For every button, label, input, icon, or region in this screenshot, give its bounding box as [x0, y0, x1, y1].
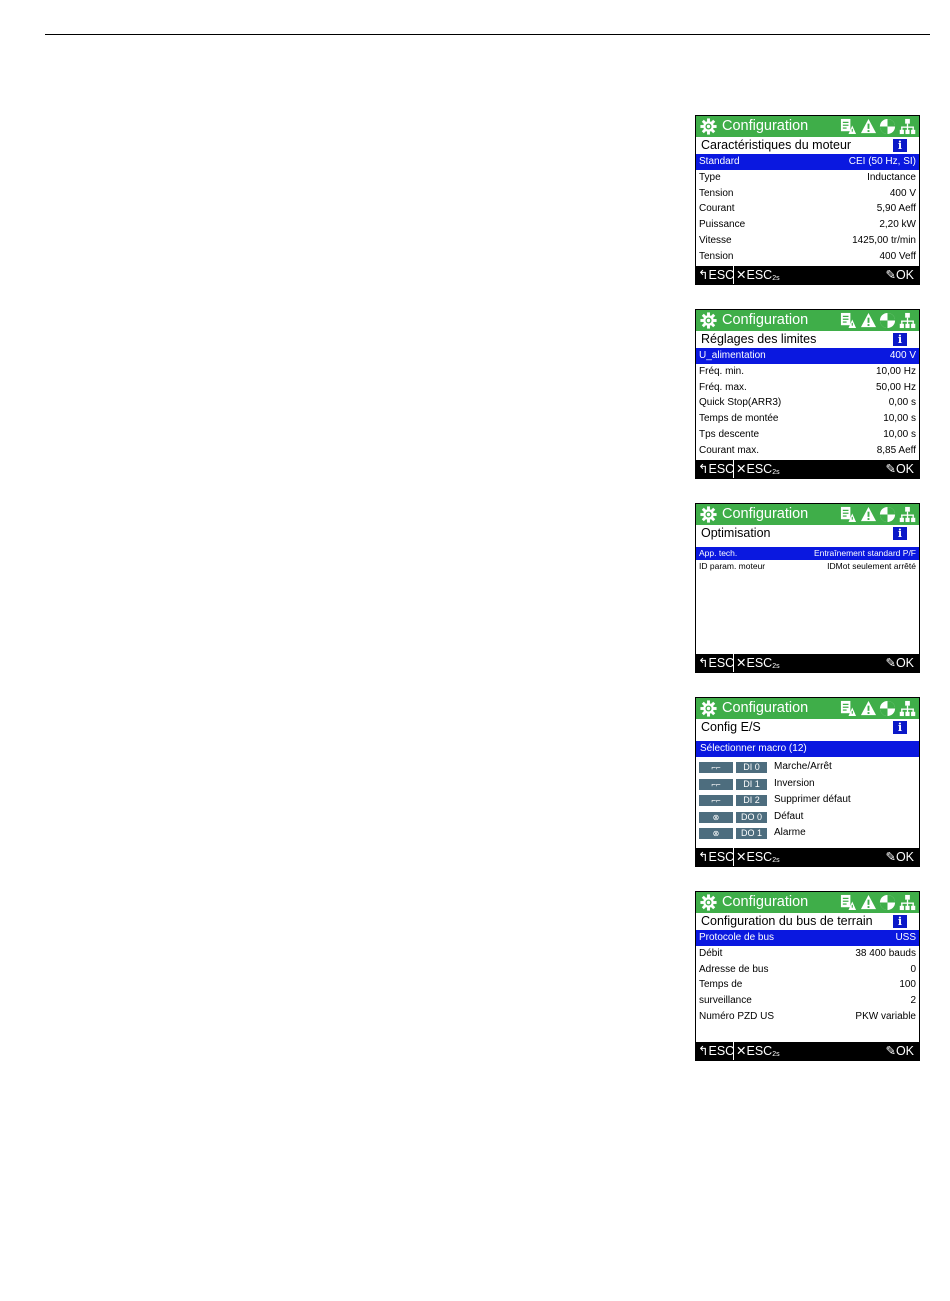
parameter-label: Temps de: [699, 979, 743, 991]
io-terminal-code: DO 0: [736, 812, 767, 823]
back-esc-label: ESC: [708, 850, 735, 864]
title-bar: [696, 310, 919, 331]
screen-subtitle: Config E/S: [701, 720, 761, 734]
back-arrow-icon: ↰: [698, 268, 709, 282]
io-config-screen: [695, 697, 920, 867]
network-icon: [899, 118, 916, 135]
back-esc-label: ESC: [708, 268, 735, 282]
softkey-bar: [696, 1042, 919, 1060]
cancel-esc-label: ESC: [746, 656, 773, 670]
parameter-label: Temps de montée: [699, 413, 779, 425]
parameter-row[interactable]: [696, 946, 919, 962]
gear-icon: [700, 312, 717, 329]
cancel-esc-label: ESC: [746, 268, 773, 282]
io-row[interactable]: [696, 776, 919, 793]
parameter-label: Fréq. min.: [699, 365, 745, 377]
parameter-value: 50,00 Hz: [875, 381, 916, 393]
network-icon: [899, 506, 916, 523]
ok-softkey[interactable]: [885, 654, 914, 672]
parameter-value: 10,00 Hz: [875, 365, 916, 377]
parameter-label: Courant max.: [699, 444, 760, 456]
screen-subtitle: Optimisation: [701, 526, 771, 540]
cancel-x-icon: ✕: [736, 462, 747, 476]
screen-title: Configuration: [722, 506, 809, 522]
parameter-value: 38 400 bauds: [855, 947, 916, 959]
parameter-label: Fréq. max.: [699, 381, 747, 393]
parameter-value: PKW variable: [855, 1010, 916, 1022]
parameter-value: Entraînement standard P/F: [813, 548, 916, 558]
back-esc-softkey[interactable]: [698, 1042, 734, 1060]
fieldbus-screen: [695, 891, 920, 1061]
parameter-label: Débit: [699, 947, 723, 959]
cancel-hold-time: 2s: [772, 1051, 780, 1058]
drive-status-icon: [879, 312, 896, 329]
io-row[interactable]: [696, 825, 919, 842]
ok-softkey[interactable]: [885, 266, 914, 284]
cancel-esc-softkey[interactable]: [733, 1042, 780, 1061]
parameter-list: [696, 547, 919, 573]
lamp-icon: ⊗: [699, 828, 733, 839]
parameter-row[interactable]: [696, 427, 919, 443]
parameter-value: USS: [895, 932, 916, 943]
page-header-rule: [45, 34, 930, 35]
status-icons: [840, 312, 916, 329]
pencil-icon: ✎: [885, 656, 896, 670]
parameter-row[interactable]: [696, 411, 919, 427]
parameter-value: 400 V: [889, 350, 916, 361]
io-list: [696, 759, 919, 842]
io-terminal-code: DI 2: [736, 795, 767, 806]
io-row[interactable]: [696, 809, 919, 826]
back-esc-softkey[interactable]: [698, 460, 734, 478]
io-row[interactable]: [696, 792, 919, 809]
cancel-esc-softkey[interactable]: [733, 848, 780, 867]
screen-subtitle: Configuration du bus de terrain: [701, 914, 873, 928]
parameter-value: 0: [910, 963, 916, 975]
cancel-esc-label: ESC: [746, 462, 773, 476]
ok-label: OK: [895, 462, 914, 476]
back-arrow-icon: ↰: [698, 656, 709, 670]
parameter-label: Protocole de bus: [699, 932, 775, 943]
switch-icon: ⌐⌐: [699, 779, 733, 790]
ok-label: OK: [895, 656, 914, 670]
parameter-label: surveillance: [699, 995, 752, 1007]
ok-softkey[interactable]: [885, 460, 914, 478]
parameter-row[interactable]: [696, 154, 919, 170]
pencil-icon: ✎: [885, 268, 896, 282]
parameter-label: Numéro PZD US: [699, 1010, 775, 1022]
softkey-bar: [696, 266, 919, 284]
parameter-row[interactable]: [696, 233, 919, 249]
title-bar: [696, 116, 919, 137]
io-terminal-code: DI 1: [736, 779, 767, 790]
cancel-esc-softkey[interactable]: [733, 266, 780, 285]
ok-softkey[interactable]: [885, 1042, 914, 1060]
warning-icon: [860, 700, 877, 717]
io-function-label: Supprimer défaut: [774, 794, 851, 806]
screen-title: Configuration: [722, 894, 809, 910]
screen-title: Configuration: [722, 700, 809, 716]
parameter-value: Inductance: [867, 171, 916, 183]
parameter-value: 0,00 s: [888, 397, 916, 409]
parameter-value: 5,90 Aeff: [876, 203, 916, 215]
warning-icon: [860, 312, 877, 329]
drive-status-icon: [879, 118, 896, 135]
parameter-label: App. tech.: [699, 548, 738, 558]
switch-icon: ⌐⌐: [699, 795, 733, 806]
screen-subtitle: Réglages des limites: [701, 332, 817, 346]
parameter-row[interactable]: [696, 348, 919, 364]
parameter-value: 10,00 s: [883, 428, 916, 440]
cancel-x-icon: ✕: [736, 656, 747, 670]
back-esc-label: ESC: [708, 1044, 735, 1058]
parameter-label: Tension: [699, 187, 734, 199]
select-macro-item[interactable]: [696, 741, 919, 757]
pencil-icon: ✎: [885, 1044, 896, 1058]
gear-icon: [700, 894, 717, 911]
back-esc-softkey[interactable]: [698, 266, 734, 284]
back-arrow-icon: ↰: [698, 462, 709, 476]
network-icon: [899, 312, 916, 329]
parameter-value: IDMot seulement arrêté: [827, 561, 916, 571]
gear-icon: [700, 700, 717, 717]
parameter-row[interactable]: [696, 186, 919, 202]
cancel-esc-softkey[interactable]: [733, 654, 780, 673]
parameter-label: Quick Stop(ARR3): [699, 397, 782, 409]
screen-title: Configuration: [722, 118, 809, 134]
parameter-row[interactable]: [696, 443, 919, 459]
screen-subtitle-bar: [696, 525, 919, 542]
parameter-row[interactable]: [696, 560, 919, 573]
softkey-bar: [696, 848, 919, 866]
parameter-value: 1425,00 tr/min: [852, 234, 916, 246]
back-esc-label: ESC: [708, 462, 735, 476]
status-icons: [840, 506, 916, 523]
network-icon: [899, 894, 916, 911]
parameter-row[interactable]: [696, 993, 919, 1009]
parameter-row[interactable]: [696, 930, 919, 946]
limits-screen: [695, 309, 920, 479]
ok-label: OK: [895, 1044, 914, 1058]
status-icons: [840, 894, 916, 911]
warning-icon: [860, 118, 877, 135]
info-button[interactable]: i: [893, 527, 907, 540]
parameter-value: 8,85 Aeff: [876, 444, 916, 456]
document-edit-icon: [840, 312, 857, 329]
cancel-x-icon: ✕: [736, 1044, 747, 1058]
optimisation-screen: [695, 503, 920, 673]
info-button[interactable]: i: [893, 333, 907, 346]
title-bar: [696, 892, 919, 913]
switch-icon: ⌐⌐: [699, 762, 733, 773]
parameter-row[interactable]: [696, 962, 919, 978]
motor-data-screen: [695, 115, 920, 285]
parameter-row[interactable]: [696, 201, 919, 217]
parameter-row[interactable]: [696, 364, 919, 380]
parameter-label: Courant: [699, 203, 735, 215]
parameter-value: 400 Veff: [879, 250, 916, 262]
cancel-hold-time: 2s: [772, 663, 780, 670]
back-arrow-icon: ↰: [698, 850, 709, 864]
io-function-label: Inversion: [774, 777, 815, 789]
status-icons: [840, 118, 916, 135]
ok-softkey[interactable]: [885, 848, 914, 866]
parameter-row[interactable]: [696, 249, 919, 265]
parameter-value: 10,00 s: [883, 413, 916, 425]
back-esc-softkey[interactable]: [698, 848, 734, 866]
drive-status-icon: [879, 506, 896, 523]
io-function-label: Alarme: [774, 827, 806, 839]
gear-icon: [700, 118, 717, 135]
parameter-value: 100: [899, 979, 916, 991]
pencil-icon: ✎: [885, 462, 896, 476]
cancel-hold-time: 2s: [772, 275, 780, 282]
cancel-esc-label: ESC: [746, 850, 773, 864]
network-icon: [899, 700, 916, 717]
parameter-label: Type: [699, 171, 721, 183]
document-edit-icon: [840, 506, 857, 523]
info-button[interactable]: i: [893, 139, 907, 152]
parameter-value: 400 V: [889, 187, 916, 199]
cancel-x-icon: ✕: [736, 268, 747, 282]
status-icons: [840, 700, 916, 717]
ok-label: OK: [895, 850, 914, 864]
screen-subtitle-bar: [696, 137, 919, 154]
io-terminal-code: DI 0: [736, 762, 767, 773]
warning-icon: [860, 506, 877, 523]
back-esc-softkey[interactable]: [698, 654, 734, 672]
document-edit-icon: [840, 118, 857, 135]
lamp-icon: ⊗: [699, 812, 733, 823]
screen-subtitle-bar: [696, 719, 919, 736]
parameter-label: Puissance: [699, 219, 746, 231]
cancel-esc-label: ESC: [746, 1044, 773, 1058]
ok-label: OK: [895, 268, 914, 282]
parameter-label: Vitesse: [699, 234, 732, 246]
info-button[interactable]: i: [893, 721, 907, 734]
parameter-row[interactable]: [696, 1009, 919, 1025]
cancel-hold-time: 2s: [772, 857, 780, 864]
screen-subtitle-bar: [696, 913, 919, 930]
select-macro-label: Sélectionner macro (12): [700, 743, 807, 754]
parameter-value: CEI (50 Hz, SI): [848, 156, 916, 167]
parameter-list: [696, 348, 919, 459]
parameter-label: Standard: [699, 156, 740, 167]
io-function-label: Défaut: [774, 810, 804, 822]
io-terminal-code: DO 1: [736, 828, 767, 839]
io-function-label: Marche/Arrêt: [774, 761, 832, 772]
cancel-hold-time: 2s: [772, 469, 780, 476]
title-bar: [696, 698, 919, 719]
pencil-icon: ✎: [885, 850, 896, 864]
back-arrow-icon: ↰: [698, 1044, 709, 1058]
cancel-esc-softkey[interactable]: [733, 460, 780, 479]
document-edit-icon: [840, 894, 857, 911]
title-bar: [696, 504, 919, 525]
parameter-label: Tension: [699, 250, 734, 262]
parameter-label: Adresse de bus: [699, 963, 769, 975]
drive-status-icon: [879, 700, 896, 717]
screen-subtitle-bar: [696, 331, 919, 348]
document-edit-icon: [840, 700, 857, 717]
parameter-row[interactable]: [696, 977, 919, 993]
gear-icon: [700, 506, 717, 523]
parameter-label: ID param. moteur: [699, 561, 766, 571]
parameter-label: Tps descente: [699, 428, 760, 440]
parameter-value: 2,20 kW: [879, 219, 916, 231]
parameter-label: U_alimentation: [699, 350, 766, 361]
screen-subtitle: Caractéristiques du moteur: [701, 138, 852, 152]
info-button[interactable]: i: [893, 915, 907, 928]
parameter-list: [696, 154, 919, 265]
parameter-value: 2: [910, 995, 916, 1007]
screen-title: Configuration: [722, 312, 809, 328]
warning-icon: [860, 894, 877, 911]
drive-status-icon: [879, 894, 896, 911]
parameter-row[interactable]: [696, 380, 919, 396]
io-row[interactable]: [696, 759, 919, 776]
parameter-list: [696, 930, 919, 1025]
cancel-x-icon: ✕: [736, 850, 747, 864]
softkey-bar: [696, 460, 919, 478]
parameter-row[interactable]: [696, 217, 919, 233]
parameter-row[interactable]: [696, 170, 919, 186]
parameter-row[interactable]: [696, 395, 919, 411]
parameter-row[interactable]: [696, 547, 919, 560]
softkey-bar: [696, 654, 919, 672]
back-esc-label: ESC: [708, 656, 735, 670]
